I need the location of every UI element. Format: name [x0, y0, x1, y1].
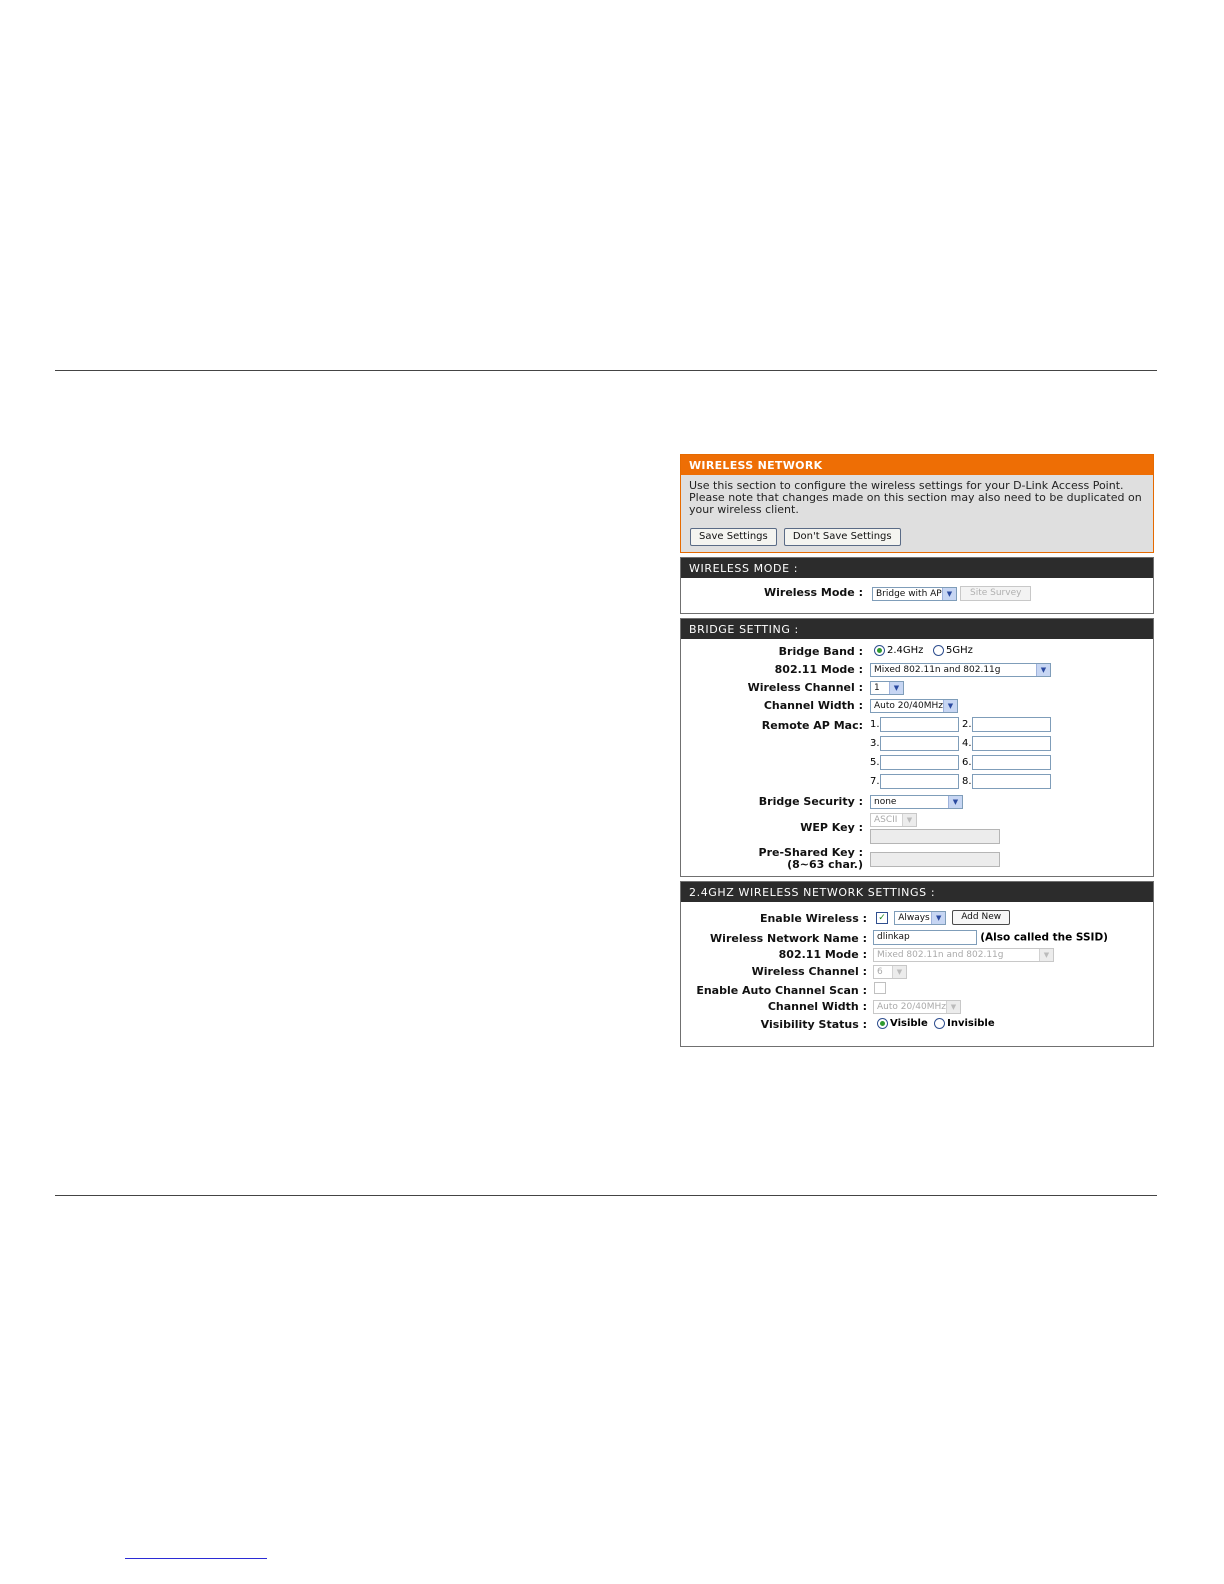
panel-description: Use this section to configure the wireless settings for your D-Link Access Point. Please note that changes made on this section may also need to be duplicated on your wireless client.: [689, 479, 1142, 516]
invisible-label: Invisible: [947, 1018, 995, 1029]
top-divider: [55, 370, 1157, 371]
bridge-band-label: Bridge Band :: [778, 645, 863, 658]
mac-number: 6.: [962, 757, 972, 768]
visible-radio[interactable]: [877, 1018, 888, 1029]
psk-label: Pre-Shared Key : (8~63 char.): [758, 846, 863, 871]
ssid-input[interactable]: dlinkap: [873, 930, 977, 945]
wireless-mode-label: Wireless Mode :: [763, 586, 863, 599]
chevron-down-icon: ▼: [889, 682, 903, 694]
mac-number: 1.: [870, 719, 880, 730]
section-title: WIRELESS MODE :: [681, 558, 1153, 578]
wifi-channel-label: Wireless Channel :: [751, 965, 867, 978]
section-title: 2.4GHZ WIRELESS NETWORK SETTINGS :: [681, 882, 1153, 902]
mac-number: 8.: [962, 776, 972, 787]
remote-ap-mac-label: Remote AP Mac:: [761, 719, 863, 732]
remote-mac-input-5[interactable]: [880, 755, 959, 770]
mac-number: 5.: [870, 757, 880, 768]
mac-number: 7.: [870, 776, 880, 787]
bridge-security-select[interactable]: none ▼: [870, 795, 963, 809]
ssid-hint: (Also called the SSID): [980, 931, 1108, 944]
chevron-down-icon: ▼: [1036, 664, 1050, 676]
band-24ghz-label: 2.4GHz: [887, 645, 924, 656]
wep-key-label: WEP Key :: [800, 821, 863, 834]
check-icon: ✓: [878, 912, 886, 923]
bridge-width-label: Channel Width :: [763, 699, 863, 712]
chevron-down-icon: ▼: [1039, 949, 1053, 961]
wireless-24ghz-section: [680, 881, 1154, 1047]
wireless-mode-section: [680, 557, 1154, 614]
enable-wireless-checkbox[interactable]: [876, 912, 888, 924]
remote-mac-input-6[interactable]: [972, 755, 1051, 770]
bridge-channel-select[interactable]: 1 ▼: [870, 681, 904, 695]
bridge-security-label: Bridge Security :: [758, 795, 863, 808]
bridge-80211-mode-select[interactable]: Mixed 802.11n and 802.11g ▼: [870, 663, 1051, 677]
footer-link[interactable]: [125, 1558, 267, 1559]
wireless-network-panel: [680, 454, 1154, 553]
remote-ap-mac-grid: [870, 717, 1051, 793]
bridge-width-select[interactable]: Auto 20/40MHz ▼: [870, 699, 958, 713]
band-5ghz-radio[interactable]: [933, 645, 944, 656]
wep-key-input[interactable]: [870, 829, 1000, 844]
band-5ghz-label: 5GHz: [945, 645, 973, 656]
remote-mac-input-3[interactable]: [880, 736, 959, 751]
bottom-divider: [55, 1195, 1157, 1196]
remote-mac-input-7[interactable]: [880, 774, 959, 789]
mac-number: 2.: [962, 719, 972, 730]
remote-mac-input-4[interactable]: [972, 736, 1051, 751]
wifi-channel-select[interactable]: 6 ▼: [873, 965, 907, 979]
wireless-mode-select[interactable]: Bridge with AP ▼: [872, 587, 957, 601]
chevron-down-icon: ▼: [902, 814, 916, 826]
chevron-down-icon: ▼: [942, 588, 956, 600]
remote-mac-input-1[interactable]: [880, 717, 959, 732]
chevron-down-icon: ▼: [948, 796, 962, 808]
auto-channel-scan-checkbox[interactable]: [874, 982, 886, 994]
chevron-down-icon: ▼: [931, 912, 945, 924]
chevron-down-icon: ▼: [943, 700, 957, 712]
remote-mac-input-8[interactable]: [972, 774, 1051, 789]
save-settings-button[interactable]: Save Settings: [690, 528, 777, 546]
mac-number: 4.: [962, 738, 972, 749]
wifi-width-select[interactable]: Auto 20/40MHz ▼: [873, 1000, 961, 1014]
bridge-setting-section: [680, 618, 1154, 877]
chevron-down-icon: ▼: [892, 966, 906, 978]
invisible-radio[interactable]: [934, 1018, 945, 1029]
wep-format-select[interactable]: ASCII ▼: [870, 813, 917, 827]
ssid-label: Wireless Network Name :: [710, 932, 867, 945]
panel-title: WIRELESS NETWORK: [681, 455, 1153, 475]
section-title: BRIDGE SETTING :: [681, 619, 1153, 639]
pre-shared-key-input[interactable]: [870, 852, 1000, 867]
wifi-width-label: Channel Width :: [767, 1000, 867, 1013]
add-new-button[interactable]: Add New: [952, 910, 1010, 925]
psk-hint: (8~63 char.): [787, 858, 863, 871]
bridge-80211-mode-label: 802.11 Mode :: [774, 663, 863, 676]
chevron-down-icon: ▼: [946, 1001, 960, 1013]
remote-mac-input-2[interactable]: [972, 717, 1051, 732]
wifi-80211-mode-select[interactable]: Mixed 802.11n and 802.11g ▼: [873, 948, 1054, 962]
mac-number: 3.: [870, 738, 880, 749]
visibility-status-label: Visibility Status :: [760, 1018, 867, 1031]
enable-wireless-label: Enable Wireless :: [759, 912, 867, 925]
wifi-80211-mode-label: 802.11 Mode :: [778, 948, 867, 961]
band-24ghz-radio[interactable]: [874, 645, 885, 656]
bridge-channel-label: Wireless Channel :: [747, 681, 863, 694]
site-survey-button[interactable]: Site Survey: [960, 586, 1031, 601]
dont-save-settings-button[interactable]: Don't Save Settings: [784, 528, 901, 546]
auto-channel-scan-label: Enable Auto Channel Scan :: [696, 984, 867, 997]
schedule-select[interactable]: Always ▼: [894, 911, 946, 925]
visible-label: Visible: [890, 1018, 928, 1029]
